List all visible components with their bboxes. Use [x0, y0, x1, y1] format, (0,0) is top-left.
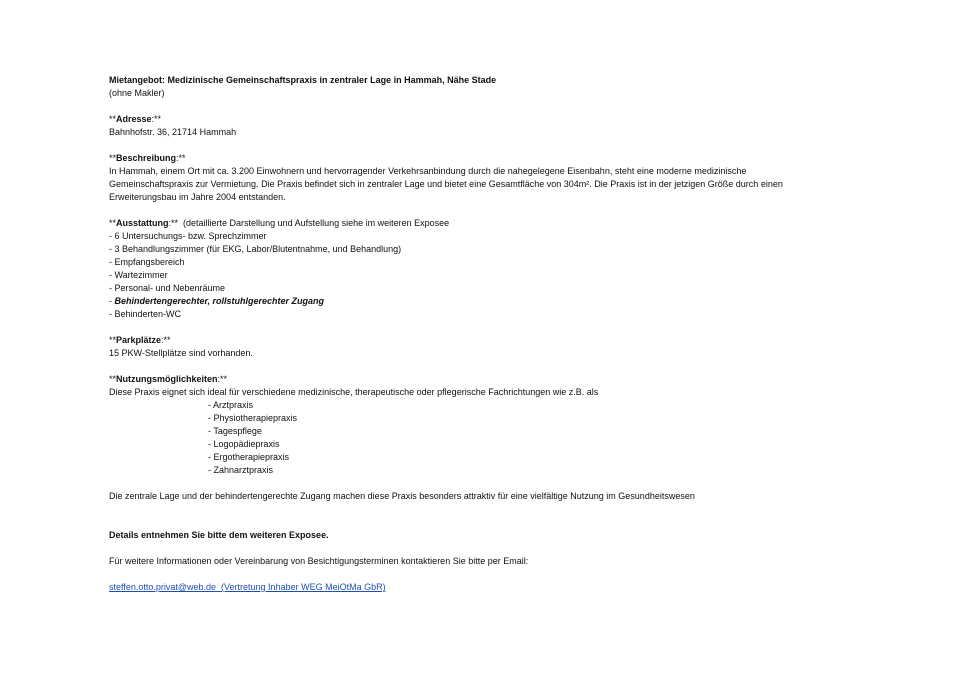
usage-item: - Logopädiepraxis: [208, 439, 280, 449]
equipment-item-highlight: - Behindertengerechter, rollstuhlgerechter Zugang: [109, 296, 325, 306]
usage-item: - Arztpraxis: [208, 400, 254, 410]
equipment-heading: **Ausstattung:** (detaillierte Darstellung und Aufstellung siehe im weiteren Exposee: [109, 218, 450, 228]
parking-text: 15 PKW-Stellplätze sind vorhanden.: [109, 348, 253, 358]
usage-item: - Tagespflege: [208, 426, 262, 436]
contact-info: Für weitere Informationen oder Vereinbarung von Besichtigungsterminen kontaktieren Sie bitte per Email:: [109, 556, 529, 566]
details-note: Details entnehmen Sie bitte dem weiteren Exposee.: [109, 530, 329, 540]
equipment-item: - 3 Behandlungszimmer (für EKG, Labor/Blutentnahme, und Behandlung): [109, 244, 402, 254]
equipment-item: - 6 Untersuchungs- bzw. Sprechzimmer: [109, 231, 267, 241]
usage-intro: Diese Praxis eignet sich ideal für verschiedene medizinische, therapeutische oder pflegerische Fachrichtungen wie z.B. als: [109, 387, 599, 397]
equipment-item: - Behinderten-WC: [109, 309, 182, 319]
document-title: [109, 74, 829, 87]
usage-item: - Physiotherapiepraxis: [208, 413, 298, 423]
document-subtitle: (ohne Makler): [109, 88, 165, 98]
usage-item: - Zahnarztpraxis: [208, 465, 274, 475]
description-text: In Hammah, einem Ort mit ca. 3.200 Einwohnern und hervorragender Verkehrsanbindung durch die nahegelegene Eisenbahn, steht eine moderne medizinische Gemeinschaftspraxis zur Vermietung. Die Praxis befindet sich in zentraler Lage und bietet eine Gesamtfläche von 304m². Die Praxis ist in der jetzigen Größe durch einen Erweiterungsbau im Jahre 2004 entstanden.: [109, 166, 783, 202]
contact-email-link[interactable]: steffen.otto.privat@web.de (Vertretung Inhaber WEG MeiOtMa GbR): [109, 582, 386, 592]
equipment-item: - Wartezimmer: [109, 270, 168, 280]
description-heading: **Beschreibung:**: [109, 153, 186, 163]
equipment-note: (detaillierte Darstellung und Aufstellung siehe im weiteren Exposee: [178, 218, 450, 228]
accessibility-highlight: Behindertengerechter, rollstuhlgerechter Zugang: [114, 296, 325, 306]
address-text: Bahnhofstr. 36, 21714 Hammah: [109, 127, 237, 137]
usage-heading: **Nutzungsmöglichkeiten:**: [109, 374, 228, 384]
equipment-item: - Personal- und Nebenräume: [109, 283, 226, 293]
title-prefix: Mietangebot: [109, 75, 162, 85]
title-rest: : Medizinische Gemeinschaftspraxis in zentraler Lage in Hammah, Nähe Stade: [162, 75, 497, 85]
equipment-item: - Empfangsbereich: [109, 257, 185, 267]
parking-heading: **Parkplätze:**: [109, 335, 171, 345]
summary-text: Die zentrale Lage und der behindertengerechte Zugang machen diese Praxis besonders attraktiv für eine vielfältige Nutzung im Gesundheitswesen: [109, 491, 695, 501]
document-content: [109, 74, 829, 594]
usage-item: - Ergotherapiepraxis: [208, 452, 290, 462]
address-heading: **Adresse:**: [109, 114, 162, 124]
